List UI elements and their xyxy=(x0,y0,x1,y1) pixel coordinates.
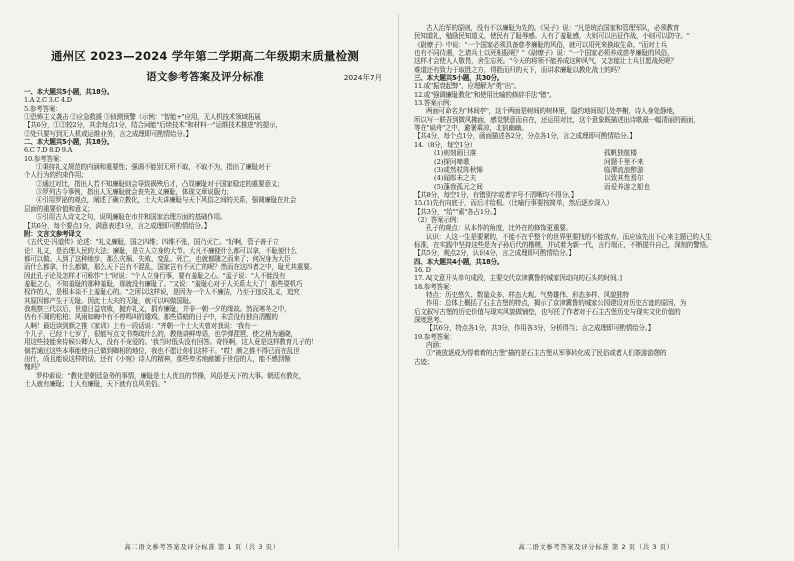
text-line: 【共6分，每个要点1分，满意表述1分，言之成理即可酌情给分。】 xyxy=(24,221,211,230)
text-line: 【共5分，观点2分，认识4分，言之成理即可酌情给分。】 xyxy=(414,249,575,258)
answer-left: (4)闻郎未之夫 xyxy=(434,174,477,183)
text-line: 权诈的人，是根本谈不上羞耻心的。"之所以这样说，是因为一个人不廉洁，乃至于违反礼义，追究 xyxy=(24,288,300,297)
answer-pair xyxy=(434,174,782,182)
text-line: 所以写一联吾到微风拂面，感觉惬意而自在，还运用对比，这个意象既描述出诗歌最一幅清丽的画面， xyxy=(414,115,700,124)
section-heading: 一、本大题共5小题，共18分。 xyxy=(24,88,114,96)
text-line: 14.（8分，每空1分） xyxy=(414,140,477,149)
text-line: 标准，在实践中坚持这些是为子孙后代的楷模，并试着为新一代，言行端正，不断提升自己，深刻的警悟。 xyxy=(414,240,713,249)
document-title: 通州区 2023—2024 学年第二学期高二年级期末质量检测 xyxy=(50,49,360,63)
page-1-footer: 高二语文参考答案及评分标准 第 1 页（共 3 页） xyxy=(124,543,280,551)
text-line: 5.参考答案： xyxy=(24,104,62,113)
answer-right: 孤帆独航楼 xyxy=(604,149,637,158)
text-line: 倘若通过这些本事能使自己做到卿相的地位，我也不愿让你们这样干。"哎！颜之推不得已而在乱世 xyxy=(24,346,300,355)
text-line: 我观察三代以后，世道日益衰败，抛弃礼义，捐弃廉耻，并非一朝一夕的缘故。然而寒冬之中， xyxy=(24,304,291,313)
text-line: 仍有不凋的松柏；风雨如晦中有不停鸣叫的雄鸡。那些昏暗的日子中，未尝没有独自清醒的 xyxy=(24,313,278,322)
text-line: 13.答案示例： xyxy=(414,99,456,108)
text-line: ①秉持礼义规范的内涵和重要性；强调不能别无所不取，不取不为，指出了廉耻对于 xyxy=(36,163,271,172)
text-line: ②处只要写到无人机或运维业务，言之成理即可酌情给分。】 xyxy=(24,129,192,138)
text-line: 【共6分，①②较2分，其余每点1分，结合词能"后续技术"和材料一"运维技术推进"的提示， xyxy=(24,121,282,130)
text-line: 都可以做。人到了这种地步，那么灾祸、失败、变乱、死亡，也就都随之而来了；何况身为大臣 xyxy=(24,254,291,263)
text-line: ⑤引用古人诗文之句，说明廉耻在市井和国家治理方面的基础作用。 xyxy=(36,213,227,222)
text-line: 15.(1)先有向底于，而后才给根。（比喻行事要按简单，然后逐步深入） xyxy=(414,199,613,208)
answer-left: (5)蓬我孤元之间 xyxy=(434,182,483,191)
answer-right: 问题千里不来 xyxy=(604,157,644,166)
text-line: 士人就有廉耻；士人有廉耻，天下就有良风美俗。" xyxy=(24,380,167,389)
text-line: 【共6分，特点各1分，共3分，作用各3分，分析得当；言之成理即可酌情给分。】 xyxy=(426,324,655,333)
text-line: 特点：历史悠久、数量众多、样态大观、气势雄伟、形态多样、风貌独特 xyxy=(426,291,629,299)
page-2 xyxy=(404,8,788,555)
page-2-footer: 高二语文参考答案及评分标准 第 2 页（共 3 页） xyxy=(518,543,674,551)
text-line: 内涵： xyxy=(426,341,446,350)
page-1-body xyxy=(24,88,386,388)
text-line: ①恐怖主义袭击 ②应急救援 ③侦测预警（示例："智能+"应用，无人机技术领域拓展 xyxy=(24,113,261,122)
text-line: 17. A[文意开头单句成段，主要交代京津冀鲁的城家因动向的石头的时间。] xyxy=(414,274,622,283)
text-line: ②通过对比，指出人若不知廉耻则会导致祸殃后才，凸显廉耻对于国家稳定的重要意义； xyxy=(36,179,284,188)
text-line: （2）答案示例： xyxy=(414,215,463,224)
answer-pair xyxy=(434,158,782,166)
section-heading: 附：文言文参考译文 xyxy=(24,229,82,238)
text-line: 6.C 7.D 8.D 9.A xyxy=(24,146,73,155)
answer-right: 临潭流浪醉游 xyxy=(604,165,644,174)
text-line: 这样才会使人人敬畏，舍生忘死。"今天的将领不能养成这种风气，又怎能让士兵甘愿战死呢？ xyxy=(414,57,677,66)
answer-pair xyxy=(434,183,782,191)
answer-pair xyxy=(434,149,782,157)
text-line: 而什么都拿，什么都做，那么天下岂有不混乱，国家岂有不灭亡的呢？然而在这四者之中，耻尤其重要。 xyxy=(24,263,316,272)
text-line: 难道还有致力于取胜之方，得胜而归的天下，而讲求廉耻以教化战士的吗？ xyxy=(414,65,624,74)
answer-pair xyxy=(434,166,782,174)
document-date: 2024年7月 xyxy=(343,73,382,82)
text-line: 个人行为的约束作用； xyxy=(24,171,88,180)
answer-left: (2)探问啼歌 xyxy=(434,157,470,166)
fill-in-answers xyxy=(434,149,782,191)
text-line: 古迹； xyxy=(414,357,434,366)
text-line: 18.参考答案： xyxy=(414,282,456,291)
section-heading: 三、本大题共5小题，共30分。 xyxy=(414,74,504,83)
document-subtitle: 语文参考答案及评分标准 xyxy=(146,71,264,83)
text-line: 12.或"强调廉耻教化"和使用比喻的修辞手法"错"。 xyxy=(414,90,556,99)
text-line: 古人治军的原则，没有不以廉耻为先的。《吴子》说："凡是统治国家和管理军队，必须教育 xyxy=(426,24,680,32)
text-line: ③罗列古今事例，指出人无廉耻就会丧失礼义廉耻，体现文章说服力； xyxy=(36,188,233,197)
text-line: 【共8分，每空1分，有错别字或者字号不清晰均不得分。】 xyxy=(414,190,578,199)
text-line: 【共4分，每个点1分，画面描述各2分，分点各1分，言之成理即可酌情给分。】 xyxy=(414,132,636,141)
text-line: 因此孔子论及怎样才可称作"士"时说："个人立身行事，要有羞耻之心。"孟子说："人不能没有 xyxy=(24,271,286,280)
text-line: 愧吗？ xyxy=(24,363,44,372)
text-line: 认识：人这一生是要紧的，不能不在乎整个的世界里要找的不能放弃，而应该先出下心来主题已的人生 xyxy=(426,232,712,241)
text-line: 孔子的观点：从本作的角度，比外在的修饰更重要。 xyxy=(426,224,572,233)
text-line: 两面可命名为"林间亭"，这个两面是树间的树林里，隐约地间现几处亭榭，诗人身处静地， xyxy=(426,107,679,116)
text-line: 《尉缭子》中说："一个国家必须具备慈孝廉耻的风俗，就可以用死来换取生命。"而对士兵 xyxy=(414,40,667,49)
text-line: 1.A 2.C 3.C 4.D xyxy=(24,96,72,105)
text-line: 罗仲素说："教化是朝廷急务的事情，廉耻是士人优良的节操，风俗是天下的大事。朝廷有教化， xyxy=(36,371,306,380)
text-line: 用这些技能来侍候公卿大人，没有不宠爱的。'我当时低头没有回答。奇怪啊，这人竟是这样教育儿子的！ xyxy=(24,338,318,347)
page-divider xyxy=(398,14,399,549)
text-line: 羞耻之心，不知羞耻的那种羞耻，那就没有廉耻了。"又说："羞耻心对于人关系太大了！那些耍机巧 xyxy=(24,279,303,288)
text-line: 《五代史·冯道传》论述："礼义廉耻，国之四维；四维不张，国乃灭亡。"好啊，管子善于立 xyxy=(24,238,279,247)
text-line: 出仕，尚且能说这样的话，还有《小宛》诗人的精神，那些卑劣地献媚于世俗的人，能不感到惭 xyxy=(24,355,291,363)
text-line: 深度思考。 xyxy=(414,316,446,325)
section-heading: 二、本大题共5小题，共18分。 xyxy=(24,138,114,147)
text-line: 19.参考答案： xyxy=(414,332,456,341)
answer-left: (3)或然杖阵秋锦 xyxy=(434,165,483,174)
text-line: 【共3分，"给""素"各占1分。】 xyxy=(414,207,500,216)
text-line: 10.参考答案： xyxy=(24,154,66,163)
text-line: 16. D xyxy=(414,265,431,274)
answer-left: (1)则刻画日落 xyxy=(434,149,477,158)
answer-right: 以致其性焉尔 xyxy=(604,174,644,183)
text-line: 个儿子，已经十七岁了，很能写点文书奏疏什么的，教他讲鲜卑语，也学弹琵琶，使之稍为通晓， xyxy=(24,329,297,338)
text-line: 11.或"振衰起弊"，应理解为"勇"出"。 xyxy=(414,82,521,91)
text-line: 作用：总体上概括了石主古堡的特点，揭示了京津冀鲁的城家公园建设对历史古迹的原因，为 xyxy=(426,299,687,308)
text-line: 其原因都产生于无耻。因此士大夫的无耻，就可以叫做国耻。 xyxy=(24,296,196,305)
answer-right: 而爱养游之船也 xyxy=(604,182,651,191)
subtitle-row xyxy=(24,69,386,84)
section-heading: 四、本大题共4小题，共18分。 xyxy=(414,257,504,266)
text-line: ④引用罗泌的观点，阐述了确立教化，士大夫讲廉耻与天下风俗之间的关系，强调廉耻在社会 xyxy=(36,196,297,205)
text-line: 论！礼义，是治理人民的大法；廉耻，是立人立身的大节。大凡不廉便什么都可以拿，不耻便什么 xyxy=(24,246,297,255)
text-line: ①"被放逐成为得着着的古堡"描的是石主古堡从军事转化成了民俗或者人们茶游游憩的 xyxy=(426,349,667,358)
text-line: 后文叙写古堡的历史价值与现实风貌做铺垫，也写托了作者对于石主古堡历史与现实文化价值的 xyxy=(414,307,681,316)
text-line: 也有不同待遇，乞请兵士以死相报呢？"《尉缭子》说："一个国家必须养成慈孝廉耻的风俗， xyxy=(414,49,674,58)
text-line: 等在"扁舟"之中，避暑乘凉，北宿幽幽。 xyxy=(414,124,528,133)
page-2-body xyxy=(414,24,782,366)
text-line: 层面的重要价值和意义； xyxy=(24,204,94,213)
text-line: 人啊！最近读到颜之推《家训》上有一段话说："齐朝一个士大夫曾对我说：'我有一 xyxy=(24,321,257,330)
text-line: 民知道礼，勉励民知道义，使民有了耻辱感。人有了羞耻感，大则可以出征作战，小则可以防守。" xyxy=(414,32,690,41)
page-1 xyxy=(10,8,394,555)
